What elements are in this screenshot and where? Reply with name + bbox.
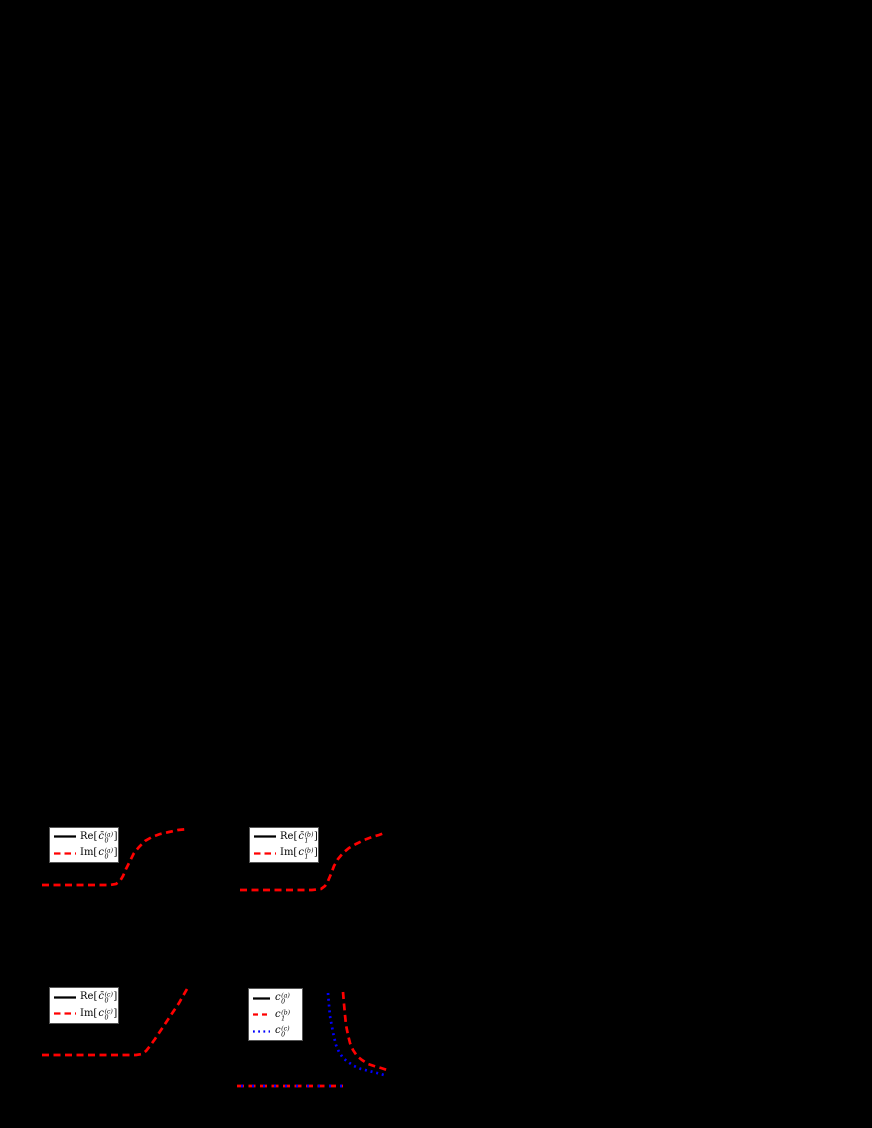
label-superscript: (a) [104, 847, 114, 855]
label-scripts [104, 832, 113, 844]
dashed-line-marker-icon [254, 851, 276, 856]
label-scripts [104, 1009, 112, 1021]
label-prefix: Im[ [280, 847, 298, 859]
panel-a-legend [49, 827, 119, 863]
label-scripts [104, 849, 113, 861]
label-superscript: (a) [281, 992, 290, 1000]
legend-entry-label [274, 1009, 291, 1021]
legend-entry-label [280, 847, 318, 859]
label-scripts [281, 994, 290, 1006]
label-var: c̄ [98, 830, 104, 842]
legend-entry [50, 845, 118, 862]
legend-entry-label [80, 831, 118, 843]
label-subscript: 0 [104, 853, 109, 861]
dashed-line-marker-icon [54, 1011, 76, 1016]
legend-entry [50, 1006, 118, 1023]
panel-d-blue-curve [328, 993, 384, 1075]
label-suffix: ] [113, 1007, 118, 1019]
label-prefix: Im[ [80, 847, 98, 859]
label-suffix: ] [313, 830, 318, 842]
label-suffix: ] [113, 830, 118, 842]
solid-line-marker-icon [54, 995, 76, 1000]
legend-entry-label [280, 831, 318, 843]
label-suffix: ] [113, 847, 118, 859]
label-var: c [98, 847, 104, 859]
legend-entry-label [274, 1025, 290, 1037]
legend-entry-label [80, 847, 118, 859]
label-suffix: ] [313, 847, 318, 859]
dashed-line-marker-icon [253, 1012, 270, 1017]
label-subscript: 0 [104, 1014, 109, 1022]
legend-entry [249, 1006, 302, 1023]
label-prefix: Re[ [80, 991, 98, 1003]
label-superscript: (a) [104, 831, 114, 839]
legend-entry [50, 989, 118, 1006]
solid-line-marker-icon [253, 996, 270, 1001]
label-subscript: 0 [104, 997, 109, 1005]
label-scripts [281, 1027, 289, 1039]
label-superscript: (b) [304, 831, 314, 839]
legend-entry [250, 829, 318, 846]
label-var: c̄ [98, 991, 104, 1003]
label-scripts [104, 993, 112, 1005]
label-var: c [275, 992, 281, 1003]
label-superscript: (c) [104, 1008, 113, 1016]
label-var: c [275, 1025, 281, 1036]
label-subscript: 1 [304, 853, 309, 861]
legend-entry-label [80, 991, 117, 1003]
label-var: c [275, 1008, 281, 1020]
dashed-line-marker-icon [54, 851, 76, 856]
label-subscript: 1 [304, 837, 309, 845]
label-var: c [98, 1007, 104, 1019]
label-superscript: (c) [104, 991, 113, 999]
label-prefix: Re[ [280, 830, 298, 842]
dotted-line-marker-icon [253, 1029, 270, 1034]
label-suffix: ] [113, 991, 118, 1003]
label-superscript: (b) [281, 1009, 291, 1017]
panel-c-legend [49, 987, 119, 1024]
label-superscript: (c) [281, 1025, 290, 1033]
label-prefix: Re[ [80, 830, 98, 842]
label-subscript: 0 [104, 837, 109, 845]
legend-entry [249, 1023, 302, 1040]
legend-entry-label [274, 992, 290, 1004]
label-var: c̄ [298, 830, 304, 842]
label-subscript: 0 [281, 1031, 286, 1039]
legend-entry [250, 845, 318, 862]
legend-entry [50, 829, 118, 846]
label-superscript: (b) [304, 847, 314, 855]
panel-d-legend [248, 988, 303, 1041]
panel-d-red-curve [343, 992, 387, 1070]
solid-line-marker-icon [254, 834, 276, 839]
label-scripts [281, 1010, 290, 1022]
solid-line-marker-icon [54, 834, 76, 839]
label-subscript: 0 [281, 998, 286, 1006]
label-var: c [298, 847, 304, 859]
label-scripts [304, 849, 313, 861]
label-subscript: 1 [281, 1015, 286, 1022]
label-scripts [304, 832, 313, 844]
panel-b-legend [249, 827, 319, 863]
legend-entry-label [80, 1008, 117, 1020]
label-prefix: Im[ [80, 1007, 98, 1019]
legend-entry [249, 990, 302, 1007]
